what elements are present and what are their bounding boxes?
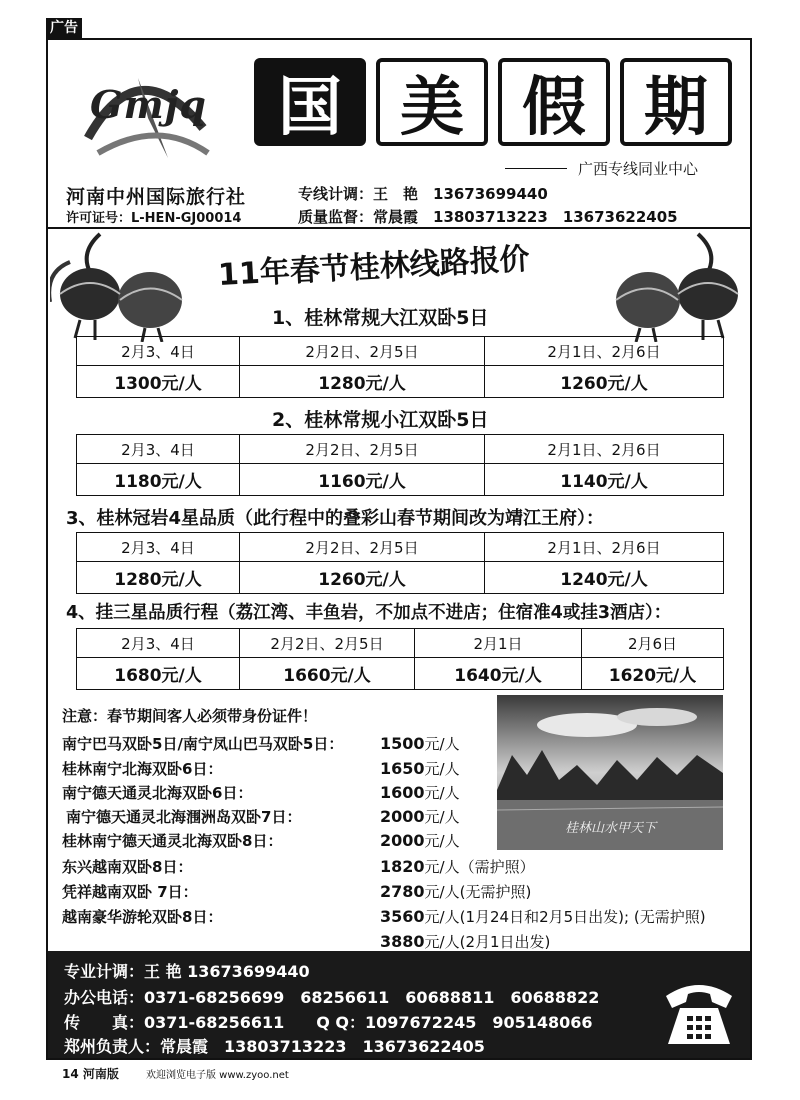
table-cell: 1140元/人 [485,464,724,496]
table-cell: 1240元/人 [485,562,724,594]
route-title: 1、桂林常规大江双卧5日 [272,307,489,329]
subtitle-rule [505,168,567,169]
list-item-name: 桂林南宁德天通灵北海双卧8日： [62,832,283,850]
table-cell: 2月3、4日 [77,337,240,366]
table-cell: 1160元/人 [240,464,485,496]
table-cell: 2月3、4日 [77,629,240,658]
header-divider [46,227,752,229]
page-number: 14 [62,1067,79,1081]
price-table [76,628,724,690]
list-item-price: 3880元/人(2月1日出发) [380,932,551,951]
header-subtitle: 广西专线同业中心 [578,160,699,178]
brand-char: 期 [620,58,732,146]
lantern-right-icon [608,232,748,342]
notice-text: 注意：春节期间客人必须带身份证件！ [62,707,318,725]
ad-tag: 广告 [46,18,82,38]
table-cell: 1680元/人 [77,658,240,690]
footer-line: 专业计调：王 艳 13673699440 [64,962,310,981]
table-cell: 1260元/人 [485,366,724,398]
table-cell: 2月1日 [415,629,582,658]
route-title: 2、桂林常规小江双卧5日 [272,409,489,431]
website-text: 欢迎浏览电子版 www.zyoo.net [146,1070,289,1081]
table-cell: 1660元/人 [240,658,415,690]
list-item-price: 1650元/人 [380,759,460,778]
list-item-price: 1600元/人 [380,783,460,802]
table-cell: 2月2日、2月5日 [240,435,485,464]
route-title: 4、挂三星品质行程（荔江湾、丰鱼岩，不加点不进店；住宿准4或挂3酒店）： [66,603,672,623]
list-item-price: 3560元/人(1月24日和2月5日出发); (无需护照) [380,907,706,926]
price-table [76,336,724,398]
footer-line: 传 真：0371-68256611 Q Q：1097672245 905148066 [64,1013,593,1032]
table-cell: 2月1日、2月6日 [485,337,724,366]
list-item-price: 2780元/人(无需护照) [380,882,532,901]
main-title: 11年春节桂林线路报价 [217,241,531,293]
table-cell: 1260元/人 [240,562,485,594]
quality-contact: 质量监督：常晨霞 13803713223 13673622405 [298,208,678,226]
price-table [76,434,724,496]
table-cell: 2月3、4日 [77,435,240,464]
table-cell: 1280元/人 [77,562,240,594]
table-cell: 2月1日、2月6日 [485,435,724,464]
brand-name [254,58,734,146]
table-cell: 2月2日、2月5日 [240,337,485,366]
brand-char: 假 [498,58,610,146]
list-item-name: 凭祥越南双卧 7日： [62,883,198,901]
edition-label: 河南版 [82,1067,119,1081]
table-cell: 2月2日、2月5日 [240,533,485,562]
list-item-price: 1820元/人（需护照） [380,857,535,876]
license-number: 许可证号：L-HEN-GJ00014 [66,211,242,226]
price-table [76,532,724,594]
lantern-left-icon [50,232,190,342]
logo-text: Gmjq [90,82,207,127]
list-item-price: 2000元/人 [380,831,460,850]
line-contact: 专线计调：王 艳 13673699440 [298,185,548,203]
table-cell: 2月2日、2月5日 [240,629,415,658]
list-item-price: 1500元/人 [380,734,460,753]
route-title: 3、桂林冠岩4星品质（此行程中的叠彩山春节期间改为靖江王府）： [66,508,605,529]
table-cell: 1620元/人 [582,658,724,690]
telephone-icon [660,974,738,1050]
list-item-name: 桂林南宁北海双卧6日： [62,760,223,778]
table-cell: 1300元/人 [77,366,240,398]
list-item-name: 东兴越南双卧8日： [62,858,193,876]
table-cell: 2月3、4日 [77,533,240,562]
page-footer [62,1065,119,1082]
list-item-name: 越南豪华游轮双卧8日： [62,908,223,926]
list-item-name: 南宁巴马双卧5日/南宁凤山巴马双卧5日： [62,735,344,753]
list-item-name: 南宁德天通灵北海涠洲岛双卧7日： [66,808,302,826]
table-cell: 2月1日、2月6日 [485,533,724,562]
table-cell: 1180元/人 [77,464,240,496]
footer-line: 办公电话：0371-68256699 68256611 60688811 60688822 [64,988,600,1007]
brand-char: 美 [376,58,488,146]
photo-caption: 桂林山水甲天下 [565,821,657,836]
footer-line: 郑州负责人：常晨霞 13803713223 13673622405 [64,1037,485,1056]
list-item-price: 2000元/人 [380,807,460,826]
table-cell: 1640元/人 [415,658,582,690]
agency-name: 河南中州国际旅行社 [66,186,247,208]
brand-char: 国 [254,58,366,146]
table-cell: 2月6日 [582,629,724,658]
table-cell: 1280元/人 [240,366,485,398]
list-item-name: 南宁德天通灵北海双卧6日： [62,784,253,802]
